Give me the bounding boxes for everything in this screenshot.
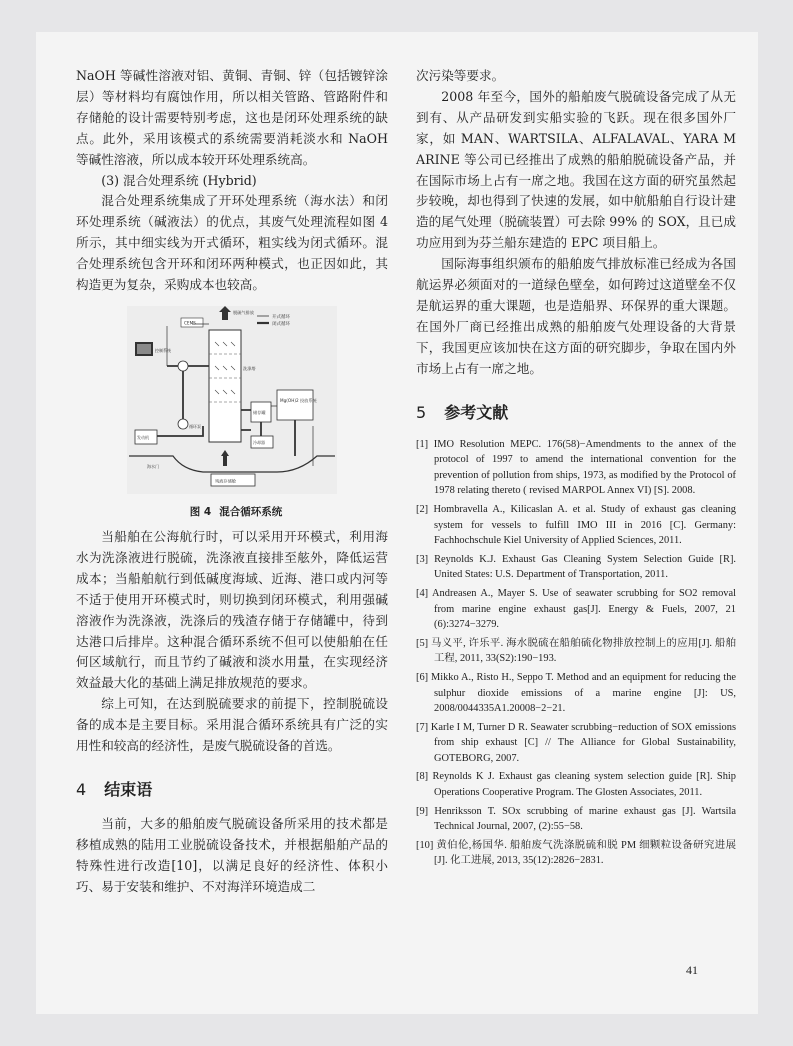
svg-text:Mg(OH)2 投放系统: Mg(OH)2 投放系统: [280, 397, 317, 403]
svg-text:闭式循环: 闭式循环: [272, 321, 290, 327]
reference-item: [6] Mikko A., Risto H., Seppo T. Method and an equipment for reducing the sulphur dioxide emissions of a marine engine [J]: US, 2008/0044335A1.20008−2−21.: [416, 671, 736, 715]
section-5-title: 参考文献: [444, 402, 509, 422]
paragraph-conclusion: 当前，大多的船舶废气脱硫设备所采用的技术都是移植成熟的陆用工业脱硫设备技术，并根据船舶产品的特殊性进行改造[10]，以满足良好的经济性、体积小巧、易于安装和维护、不对海洋环境造成二: [76, 815, 388, 894]
paragraph-hybrid: 混合处理系统集成了开环处理系统（海水法）和闭环处理系统（碱液法）的优点，其废气处理流程如图 4 所示，其中细实线为开式循环，粗实线为闭式循环。混合处理系统包含开环和闭环两种模式，也正因如此，其构造更为复杂，采购成本也较高。: [76, 193, 388, 293]
section-4-number: 4: [76, 779, 87, 799]
figure-title: 混合循环系统: [219, 505, 283, 518]
figure-4: [76, 306, 388, 498]
page-number: 41: [686, 963, 698, 977]
reference-item: [5] 马义平, 许乐平. 海水脱硫在船舶硫化物排放控制上的应用[J]. 船舶工程, 2011, 33(S2):190−193.: [416, 637, 736, 665]
reference-item: [8] Reynolds K J. Exhaust gas cleaning system selection guide [R]. Ship Operations Cooperative Program. The Glosten Associates, 2011.: [416, 771, 736, 799]
svg-text:海水门: 海水门: [147, 463, 159, 469]
paragraph-conclusion-cont: 次污染等要求。: [416, 68, 505, 83]
section-4-heading: [76, 777, 388, 800]
svg-text:循环泵: 循环泵: [189, 423, 201, 429]
paragraph-closed-loop-cont: NaOH 等碱性溶液对铝、黄铜、青铜、锌（包括镀锌涂层）等材料均有腐蚀作用，所以相关管路、管路附件和存储舱的设计需要特别考虑，这也是闭环处理系统的缺点。此外，采用该模式的系统需要消耗淡水和 NaOH 等碱性溶液，所以成本较开环处理系统高。: [76, 68, 388, 167]
subheading-hybrid: (3) 混合处理系统 (Hybrid): [101, 172, 257, 188]
figure-label: 图 4: [189, 505, 212, 518]
section-5-heading: [416, 400, 736, 423]
svg-text:储存罐: 储存罐: [253, 409, 266, 415]
reference-item: [3] Reynolds K.J. Exhaust Gas Cleaning System Selection Guide [R]. United States: U.S. Department of Transportation, 2011.: [416, 553, 736, 581]
svg-text:CEMS: CEMS: [184, 320, 196, 326]
reference-list: [416, 437, 736, 869]
svg-text:残液存储舱: 残液存储舱: [215, 478, 236, 484]
svg-text:冷却器: 冷却器: [253, 439, 265, 445]
reference-item: [1] IMO Resolution MEPC. 176(58)−Amendments to the annex of the protocol of 1997 to amend the international convention for the prevention of pollution from ships, 1973, as modified by the Protocol of 1978 relating thereto ( revised MARPOL Annex VI) [S]. 2008.: [416, 438, 736, 497]
figure-caption: [76, 504, 388, 519]
hybrid-system-diagram: [127, 306, 337, 494]
svg-text:洗涤塔: 洗涤塔: [243, 365, 256, 371]
right-column: [416, 66, 736, 872]
paragraph-open-closed-switch: 当船舶在公海航行时，可以采用开环模式，利用海水为洗涤液进行脱硫，洗涤液直接排至舷外，降低运营成本；当船舶航行到低碱度海域、近海、港口或内河等不适于使用开环模式时，则切换到闭环模式，利用强碱溶液作为洗涤液，洗涤后的残渣存储于存储罐中，待到达港口后排岸。这种混合循环系统不但可以使船舶在任何区域航行，而且节约了碱液和淡水用量，在实现经济效益最大化的基础上满足排放规范的要求。: [76, 528, 388, 691]
reference-item: [4] Andreasen A., Mayer S. Use of seawater scrubbing for SO2 removal from marine engine exhaust gas[J]. Energy & Fuels, 2007, 21 (6):3274−3279.: [416, 587, 736, 631]
page: [36, 32, 758, 1014]
section-4-title: 结束语: [104, 779, 153, 799]
left-column: [76, 66, 388, 898]
reference-item: [10] 黄伯伦,杨国华. 船舶废气洗涤脱硫和脱 PM 细颗粒设备研究进展[J]. 化工进展, 2013, 35(12):2826−2831.: [416, 839, 736, 867]
reference-item: [9] Henriksson T. SOx scrubbing of marine exhaust gas [J]. Wartsila Technical Journal, 2007, (2):55−58.: [416, 805, 736, 833]
section-5-number: 5: [416, 402, 427, 422]
svg-text:发动机: 发动机: [137, 434, 149, 440]
svg-text:脱硫气排放: 脱硫气排放: [233, 309, 254, 315]
paragraph-imo: 国际海事组织颁布的船舶废气排放标准已经成为各国航运界必须面对的一道绿色壁垒，如何跨过这道壁垒不仅是航运界的重大课题，也是造船界、环保界的重大课题。在国外厂商已经推出成熟的船舶废气处理设备的大背景下，我国更应该加快在这方面的研究脚步，争取在国内外市场上占有一席之地。: [416, 256, 736, 376]
paragraph-2008: 2008 年至今，国外的船舶废气脱硫设备完成了从无到有、从产品研发到实船实验的飞跃。现在很多国外厂家，如 MAN、WARTSILA、ALFALAVAL、YARA MARINE 等公司已经推出了成熟的船舶脱硫设备产品，并在国际市场上占有一席之地。我国在这方面的研究虽然起步较晚，却也得到了快速的发展，如中航船舶自行设计建造的尾气处理（脱硫装置）可去除 99% 的 SOX，且已成功应用到为芬兰船东建造的 EPC 项目船上。: [416, 88, 736, 251]
reference-item: [2] Hombravella A., Kilicaslan A. et al. Study of exhaust gas cleaning system for vessels to fulfill IMO III in 2016 [C]. Germany: Fachhochschule Kiel University of Applied Sciences, 2011.: [416, 503, 736, 547]
svg-text:控制系统: 控制系统: [155, 347, 171, 353]
reference-item: [7] Karle I M, Turner D R. Seawater scrubbing−reduction of SOX emissions from ship exhaust [C] // The Alliance for Global Sustainability, GOTEBORG, 2007.: [416, 721, 736, 764]
svg-text:开式循环: 开式循环: [272, 314, 290, 320]
paragraph-summary: 综上可知，在达到脱硫要求的前提下，控制脱硫设备的成本是主要目标。采用混合循环系统具有广泛的实用性和较高的经济性，是废气脱硫设备的首选。: [76, 696, 388, 754]
